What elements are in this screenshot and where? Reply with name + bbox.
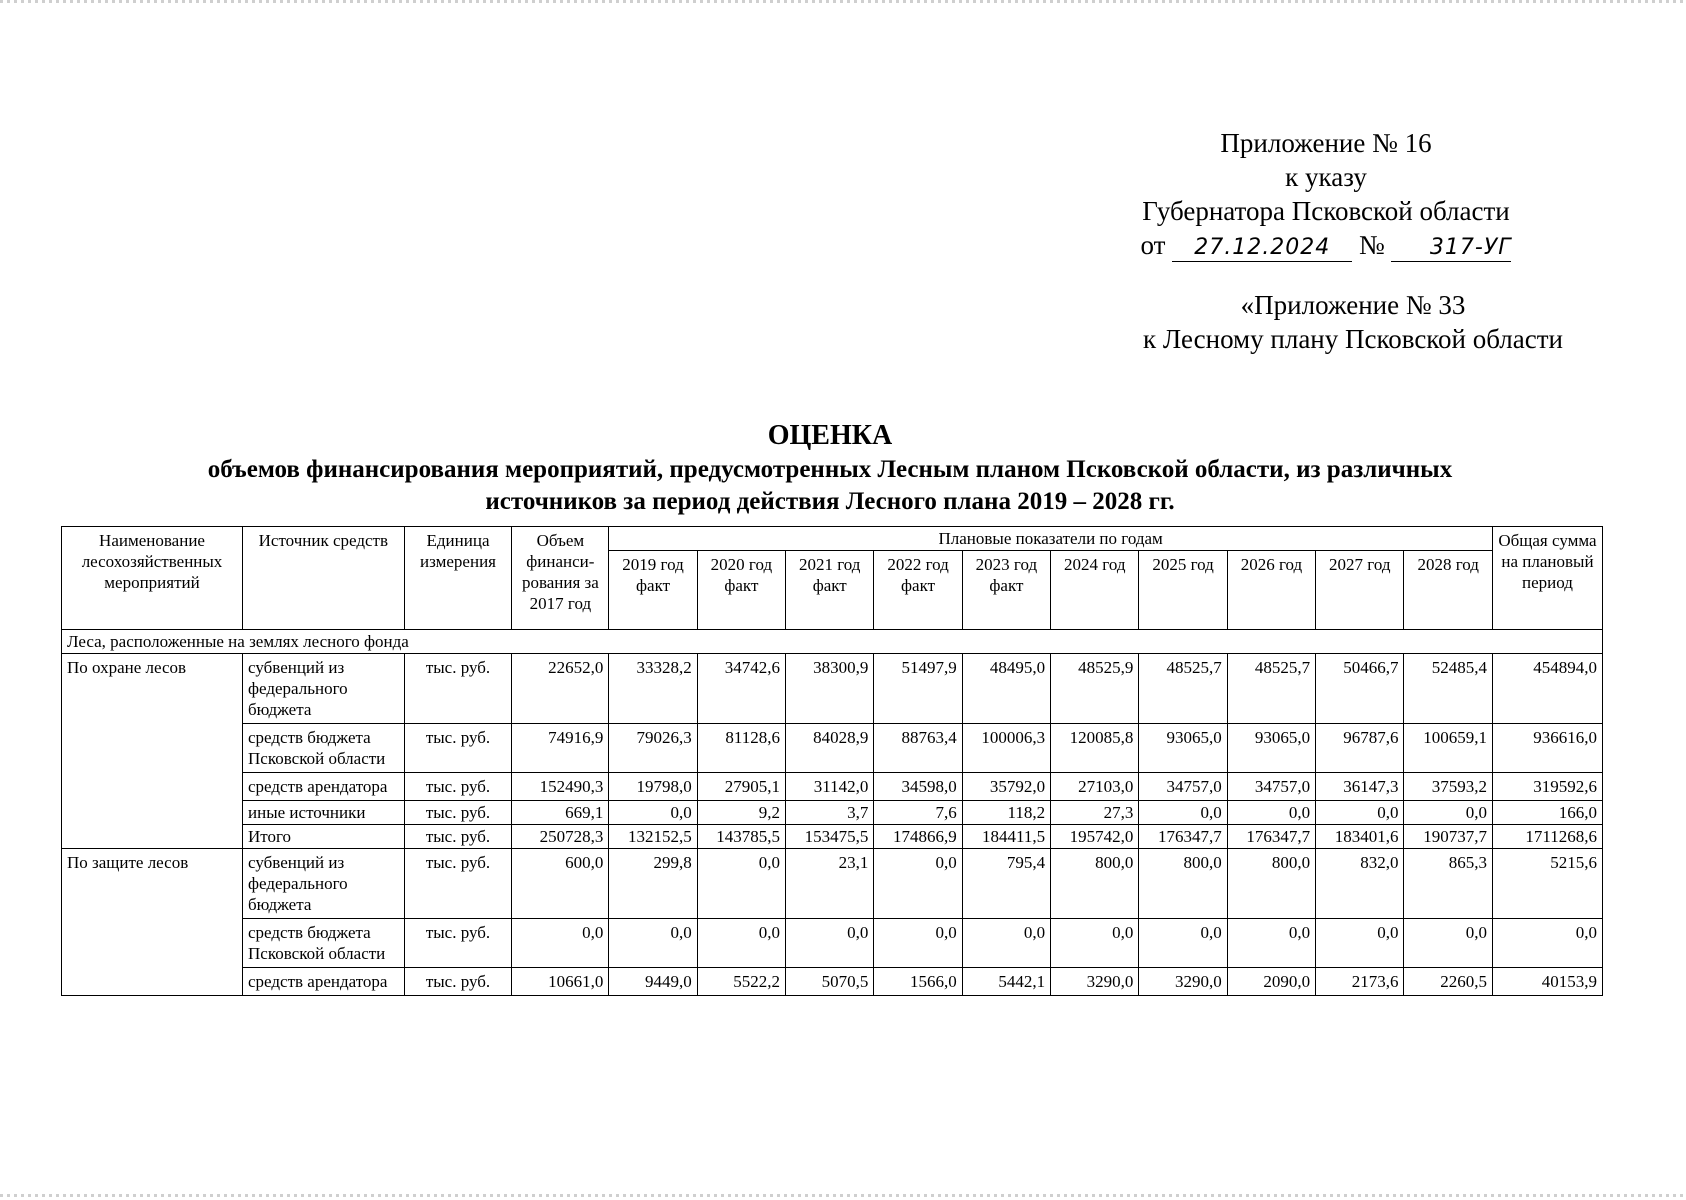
value-cell: 100659,1 [1404,724,1492,773]
appendix-line3: Губернатора Псковской области [1142,196,1510,226]
value-cell: 27,3 [1051,801,1139,825]
value-cell: 132152,5 [609,825,697,849]
header-source: Источник средств [243,527,405,630]
value-cell: 100006,3 [962,724,1050,773]
header-unit: Единица измерения [404,527,512,630]
value-cell: 27103,0 [1051,773,1139,801]
value-cell: 0,0 [1139,919,1227,968]
value-cell: 5070,5 [786,968,874,996]
header-volume-2017: Объем финанси-рования за 2017 год [512,527,609,630]
title-line3: источников за период действия Лесного плана 2019 – 2028 гг. [485,488,1175,515]
table-row [62,724,1603,773]
scan-edge-top [0,0,1686,3]
value-cell: 88763,4 [874,724,962,773]
section-label: Леса, расположенные на землях лесного фонда [62,630,1603,654]
value-cell: 34757,0 [1139,773,1227,801]
unit-cell: тыс. руб. [404,968,512,996]
header-planned: Плановые показатели по годам [609,527,1493,551]
header-year: 2023 год факт [962,551,1050,630]
value-cell: 79026,3 [609,724,697,773]
value-cell: 250728,3 [512,825,609,849]
value-cell: 143785,5 [697,825,785,849]
value-cell: 2260,5 [1404,968,1492,996]
table-row [62,773,1603,801]
decree-number: 317-УГ [1391,235,1511,262]
number-label: № [1358,230,1385,260]
value-cell: 152490,3 [512,773,609,801]
appendix-header [1106,126,1546,262]
value-cell: 0,0 [1139,801,1227,825]
total-cell: 0,0 [1492,919,1602,968]
source-cell: Итого [243,825,405,849]
value-cell: 0,0 [697,919,785,968]
value-cell: 0,0 [962,919,1050,968]
table-row [62,849,1603,919]
title-line2: объемов финансирования мероприятий, предусмотренных Лесным планом Псковской области, из различных [207,456,1453,483]
value-cell: 34742,6 [697,654,785,724]
total-cell: 5215,6 [1492,849,1602,919]
unit-cell: тыс. руб. [404,849,512,919]
value-cell: 795,4 [962,849,1050,919]
header-year: 2024 год [1051,551,1139,630]
value-cell: 81128,6 [697,724,785,773]
value-cell: 195742,0 [1051,825,1139,849]
value-cell: 37593,2 [1404,773,1492,801]
value-cell: 10661,0 [512,968,609,996]
unit-cell: тыс. руб. [404,724,512,773]
value-cell: 5442,1 [962,968,1050,996]
value-cell: 299,8 [609,849,697,919]
value-cell: 48495,0 [962,654,1050,724]
source-cell: средств арендатора [243,968,405,996]
value-cell: 23,1 [786,849,874,919]
total-cell: 1711268,6 [1492,825,1602,849]
value-cell: 0,0 [874,919,962,968]
value-cell: 669,1 [512,801,609,825]
value-cell: 190737,7 [1404,825,1492,849]
value-cell: 34598,0 [874,773,962,801]
value-cell: 176347,7 [1139,825,1227,849]
value-cell: 0,0 [609,919,697,968]
header-row-1 [62,527,1603,551]
unit-cell: тыс. руб. [404,825,512,849]
value-cell: 184411,5 [962,825,1050,849]
value-cell: 0,0 [1227,919,1315,968]
activity-cell: По охране лесов [62,654,243,849]
value-cell: 153475,5 [786,825,874,849]
scan-edge-bottom [0,1194,1686,1197]
value-cell: 35792,0 [962,773,1050,801]
document-title [90,418,1570,518]
table-row [62,801,1603,825]
table-row [62,919,1603,968]
value-cell: 52485,4 [1404,654,1492,724]
value-cell: 48525,7 [1139,654,1227,724]
value-cell: 2090,0 [1227,968,1315,996]
value-cell: 34757,0 [1227,773,1315,801]
appendix-decree-line [1106,228,1546,262]
source-cell: средств арендатора [243,773,405,801]
header-year: 2020 год факт [697,551,785,630]
header-activity: Наименование лесохозяйственных мероприятий [62,527,243,630]
decree-date: 27.12.2024 [1172,235,1352,262]
value-cell: 1566,0 [874,968,962,996]
value-cell: 865,3 [1404,849,1492,919]
value-cell: 93065,0 [1139,724,1227,773]
value-cell: 33328,2 [609,654,697,724]
table-row [62,654,1603,724]
value-cell: 120085,8 [1051,724,1139,773]
table-row [62,825,1603,849]
value-cell: 0,0 [697,849,785,919]
total-cell: 40153,9 [1492,968,1602,996]
value-cell: 19798,0 [609,773,697,801]
value-cell: 0,0 [786,919,874,968]
value-cell: 96787,6 [1316,724,1404,773]
value-cell: 800,0 [1227,849,1315,919]
value-cell: 38300,9 [786,654,874,724]
value-cell: 800,0 [1051,849,1139,919]
value-cell: 800,0 [1139,849,1227,919]
value-cell: 84028,9 [786,724,874,773]
value-cell: 0,0 [874,849,962,919]
header-year: 2019 год факт [609,551,697,630]
value-cell: 0,0 [512,919,609,968]
title-main: ОЦЕНКА [767,420,893,451]
value-cell: 0,0 [1051,919,1139,968]
value-cell: 0,0 [1316,801,1404,825]
unit-cell: тыс. руб. [404,919,512,968]
value-cell: 832,0 [1316,849,1404,919]
source-cell: субвенций из федерального бюджета [243,654,405,724]
appendix2-line1: «Приложение № 33 [1240,290,1466,320]
appendix-line1: Приложение № 16 [1220,128,1432,158]
header-year: 2026 год [1227,551,1315,630]
value-cell: 600,0 [512,849,609,919]
activity-cell: По защите лесов [62,849,243,996]
source-cell: средств бюджета Псковской области [243,919,405,968]
value-cell: 93065,0 [1227,724,1315,773]
source-cell: иные источники [243,801,405,825]
value-cell: 0,0 [1404,919,1492,968]
value-cell: 5522,2 [697,968,785,996]
unit-cell: тыс. руб. [404,654,512,724]
value-cell: 36147,3 [1316,773,1404,801]
appendix-forest-plan [1118,288,1588,356]
total-cell: 936616,0 [1492,724,1602,773]
value-cell: 3,7 [786,801,874,825]
value-cell: 50466,7 [1316,654,1404,724]
value-cell: 2173,6 [1316,968,1404,996]
value-cell: 3290,0 [1139,968,1227,996]
value-cell: 27905,1 [697,773,785,801]
value-cell: 0,0 [609,801,697,825]
value-cell: 9,2 [697,801,785,825]
source-cell: средств бюджета Псковской области [243,724,405,773]
total-cell: 166,0 [1492,801,1602,825]
total-cell: 454894,0 [1492,654,1602,724]
value-cell: 3290,0 [1051,968,1139,996]
section-row [62,630,1603,654]
from-label: от [1140,230,1166,260]
value-cell: 0,0 [1227,801,1315,825]
value-cell: 118,2 [962,801,1050,825]
value-cell: 0,0 [1316,919,1404,968]
header-year: 2022 год факт [874,551,962,630]
appendix2-line2: к Лесному плану Псковской области [1142,324,1564,354]
table-row [62,968,1603,996]
value-cell: 31142,0 [786,773,874,801]
table-body [62,630,1603,996]
total-cell: 319592,6 [1492,773,1602,801]
value-cell: 74916,9 [512,724,609,773]
value-cell: 9449,0 [609,968,697,996]
financing-table [61,526,1603,996]
header-year: 2027 год [1316,551,1404,630]
value-cell: 0,0 [1404,801,1492,825]
appendix-line2: к указу [1285,162,1367,192]
unit-cell: тыс. руб. [404,801,512,825]
value-cell: 22652,0 [512,654,609,724]
header-year: 2021 год факт [786,551,874,630]
value-cell: 183401,6 [1316,825,1404,849]
value-cell: 48525,7 [1227,654,1315,724]
value-cell: 51497,9 [874,654,962,724]
header-total: Общая сумма на плановый период [1492,527,1602,630]
header-year: 2028 год [1404,551,1492,630]
unit-cell: тыс. руб. [404,773,512,801]
value-cell: 48525,9 [1051,654,1139,724]
header-year: 2025 год [1139,551,1227,630]
value-cell: 7,6 [874,801,962,825]
value-cell: 176347,7 [1227,825,1315,849]
source-cell: субвенций из федерального бюджета [243,849,405,919]
value-cell: 174866,9 [874,825,962,849]
